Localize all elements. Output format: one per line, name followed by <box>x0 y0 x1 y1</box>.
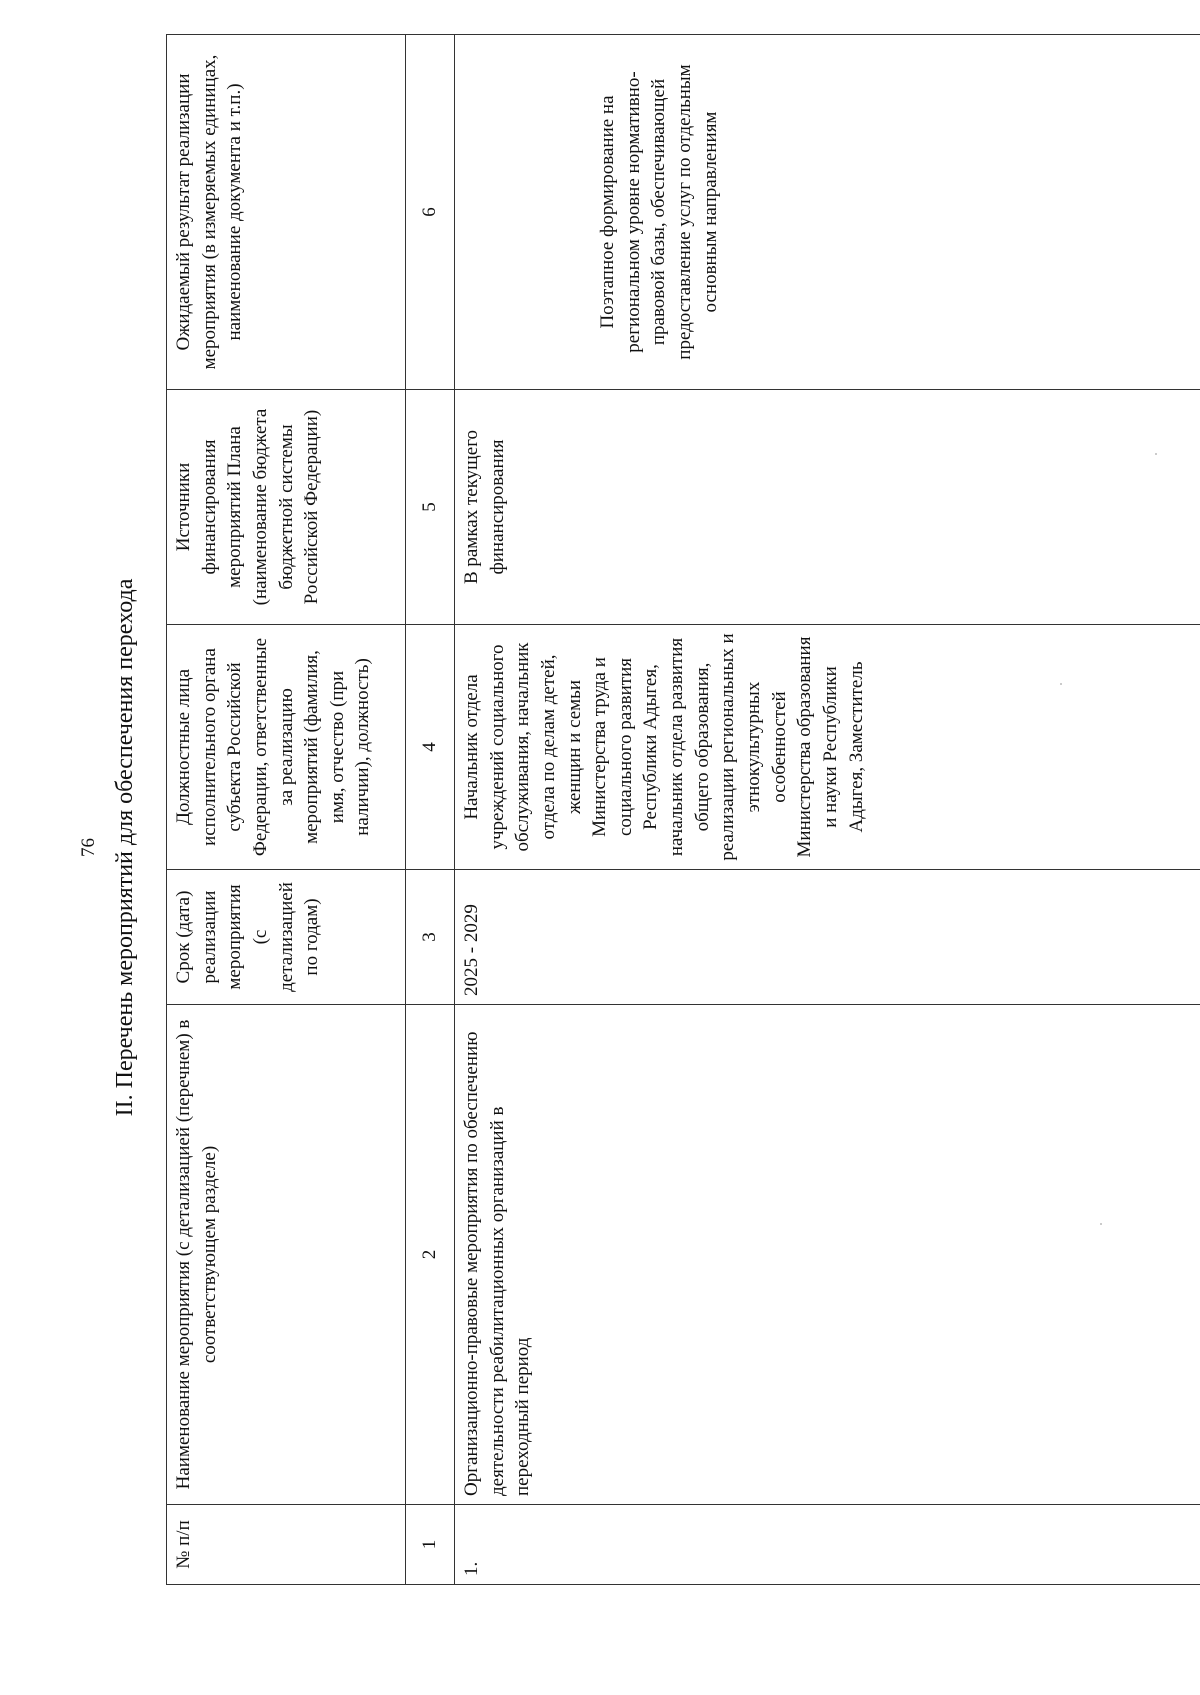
funding-source: В рамках текущего финансирования <box>455 390 1200 625</box>
column-number: 4 <box>406 625 455 870</box>
header-number: № п/п <box>167 1505 406 1585</box>
header-term: Срок (дата) реализации мероприятия (с детализацией по годам) <box>167 870 406 1005</box>
section-title: II. Перечень мероприятий для обеспечения перехода <box>112 578 138 1117</box>
column-number: 3 <box>406 870 455 1005</box>
header-officials: Должностные лица исполнительного органа субъекта Российской Федерации, ответственные за реализацию мероприятий (фамилия, имя, отчество (при наличии), должность) <box>167 625 406 870</box>
responsible-officials: Начальник отдела учреждений социального обслуживания, начальник отдела по делам детей, женщин и семьи Министерства труда и социального развития Республики Адыгея, начальник отдела развития общего образования, реализации региональных и этнокультурных особенностей Министерства образования и науки Республики Адыгея, Заместитель <box>455 625 1200 870</box>
header-result: Ожидаемый результат реализации мероприятия (в измеряемых единицах, наименование документа и т.п.) <box>167 35 406 390</box>
header-funding: Источники финансирования мероприятий Плана (наименование бюджета бюджетной системы Российской Федерации) <box>167 390 406 625</box>
measures-table <box>166 34 1200 1585</box>
scan-speck <box>1060 683 1062 685</box>
column-number: 2 <box>406 1005 455 1505</box>
table-row <box>455 35 1200 1585</box>
measure-name: Организационно-правовые мероприятия по обеспечению деятельности реабилитационных организаций в переходный период <box>455 1005 1200 1505</box>
table-header-row <box>167 35 406 1585</box>
row-number: 1. <box>455 1505 1200 1585</box>
header-measure-name: Наименование мероприятия (с детализацией (перечнем) в соответствующем разделе) <box>167 1005 406 1505</box>
page-number: 76 <box>78 838 99 857</box>
column-number: 1 <box>406 1505 455 1585</box>
measure-term: 2025 - 2029 <box>455 870 1200 1005</box>
scan-speck <box>1100 1223 1102 1225</box>
column-number-row <box>406 35 455 1585</box>
column-number: 5 <box>406 390 455 625</box>
expected-result: Поэтапное формирование на региональном уровне нормативно-правовой базы, обеспечивающей предоставление услуг по отдельным основным направлениям <box>455 35 1200 390</box>
scan-speck <box>1155 453 1157 455</box>
column-number: 6 <box>406 35 455 390</box>
